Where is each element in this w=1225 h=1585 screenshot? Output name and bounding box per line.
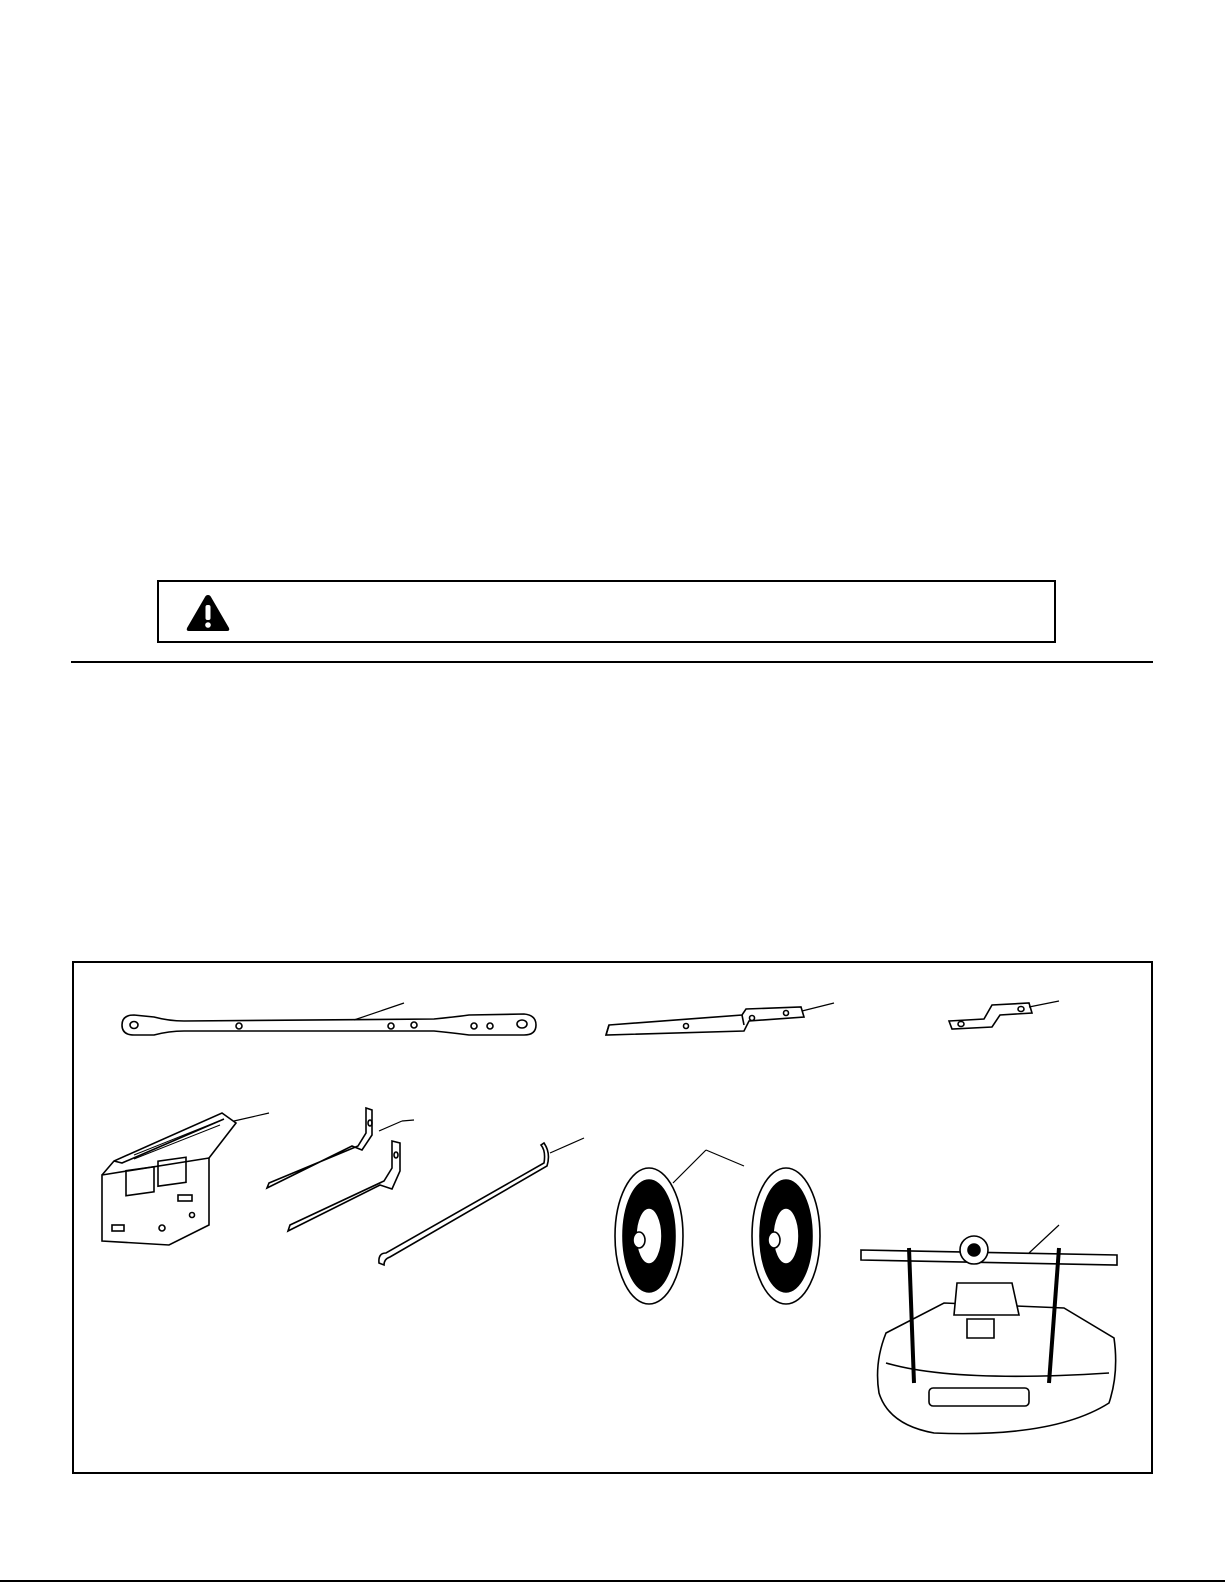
small-clip-part	[949, 1001, 1059, 1029]
deck-assembly-part	[861, 1225, 1117, 1434]
flat-bracket-part	[606, 1003, 834, 1035]
warning-box	[157, 580, 1056, 643]
wheels-pair-part	[615, 1150, 820, 1304]
page-bottom-rule	[0, 1580, 1225, 1582]
parts-figure	[72, 961, 1153, 1474]
rod-part	[379, 1138, 584, 1265]
long-bar-part	[122, 1003, 536, 1035]
pair-of-straps-part	[267, 1108, 414, 1231]
section-divider	[71, 661, 1153, 663]
mounting-plate-part	[102, 1113, 269, 1245]
warning-triangle-icon	[185, 593, 231, 633]
